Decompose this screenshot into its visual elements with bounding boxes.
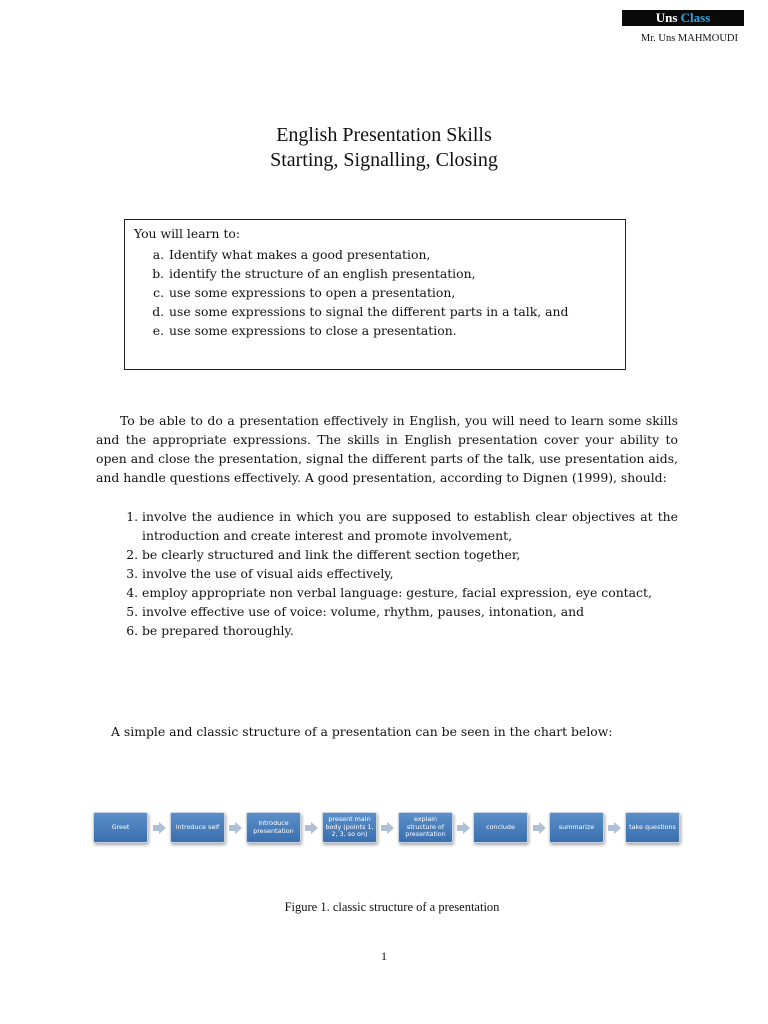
figure-caption: Figure 1. classic structure of a presentation bbox=[284, 900, 500, 914]
skill-item: 1. involve the audience in which you are supposed to establish clear objectives at the introduction and create interest and promote involvement, bbox=[142, 507, 678, 545]
page-number: 1 bbox=[381, 949, 387, 963]
document-title bbox=[0, 123, 768, 173]
flow-step-take-questions: take questions bbox=[625, 812, 680, 843]
skill-item: 4. employ appropriate non verbal language: gesture, facial expression, eye contact, bbox=[142, 583, 678, 602]
objectives-intro: You will learn to: bbox=[134, 226, 241, 241]
learning-objectives-box bbox=[124, 219, 626, 370]
objectives-list bbox=[134, 245, 615, 340]
good-presentation-list bbox=[96, 507, 678, 640]
structure-paragraph: A simple and classic structure of a presentation can be seen in the chart below: bbox=[111, 724, 613, 739]
flow-step-introduce-presentation: introduce presentation bbox=[246, 812, 301, 843]
objective-item: a. Identify what makes a good presentation, bbox=[168, 245, 615, 264]
title-line-2: Starting, Signalling, Closing bbox=[270, 149, 498, 171]
objective-item: c. use some expressions to open a presentation, bbox=[168, 283, 615, 302]
brand-badge bbox=[622, 10, 744, 26]
flow-step-greet: Greet bbox=[93, 812, 148, 843]
flow-step-summarize: summarize bbox=[549, 812, 604, 843]
flow-step-introduce-self: introduce self bbox=[170, 812, 225, 843]
flow-step-explain-structure: explain structure of presentation bbox=[398, 812, 453, 843]
brand-accent: Class bbox=[680, 10, 711, 25]
skill-item: 5. involve effective use of voice: volume, rhythm, pauses, intonation, and bbox=[142, 602, 678, 621]
skill-item: 6. be prepared thoroughly. bbox=[142, 621, 678, 640]
brand-name: Uns bbox=[655, 10, 678, 25]
objective-item: e. use some expressions to close a presentation. bbox=[168, 321, 615, 340]
flow-step-main-body: present main body (points 1, 2, 3, so on) bbox=[322, 812, 377, 843]
title-line-1: English Presentation Skills bbox=[276, 124, 492, 146]
flow-step-conclude: conclude bbox=[473, 812, 528, 843]
skill-item: 3. involve the use of visual aids effectively, bbox=[142, 564, 678, 583]
skill-item: 2. be clearly structured and link the different section together, bbox=[142, 545, 678, 564]
objective-item: b. identify the structure of an english presentation, bbox=[168, 264, 615, 283]
presentation-structure-flowchart bbox=[93, 812, 683, 846]
objective-item: d. use some expressions to signal the different parts in a talk, and bbox=[168, 302, 615, 321]
intro-paragraph: To be able to do a presentation effectively in English, you will need to learn some skills and the appropriate expressions. The skills in English presentation cover your ability to open and close the presentation, signal the different parts of the talk, use presentation aids, and handle questions effectively. A good presentation, according to Dignen (1999), should: bbox=[96, 413, 678, 485]
author-name: Mr. Uns MAHMOUDI bbox=[640, 33, 738, 44]
